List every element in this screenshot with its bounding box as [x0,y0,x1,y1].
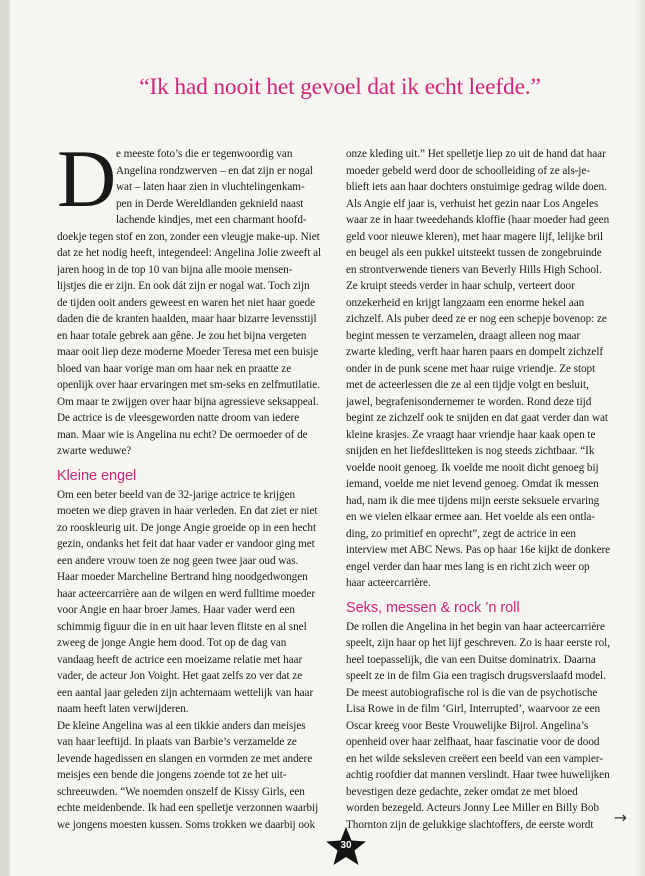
right-arrow-icon: → [613,808,627,827]
text-line: snijden en het liefdeslitteken is nog steeds zichtbaar. “Ik [346,445,595,457]
text-line: haar acteercarrière aan de wilgen en werd fulltime moeder [57,587,316,600]
kleine-engel-body [57,487,335,834]
page-number-badge [325,826,367,868]
text-line: en haar totale gebrek aan gêne. Je zou het bijna vergeten [57,329,307,342]
text-line: en beugel als een pukkel uitsteekt tussen de zongebruinde [346,247,602,259]
text-line: begint ze zichzelf ook te snijden en dat gaat verder dan wat [346,412,608,424]
text-line: begint messen te verzamelen, draagt alleen nog maar [346,329,581,342]
text-line: zwarte kleding, verft haar haren paars en dompelt zichzelf [346,346,604,358]
pull-quote: “Ik had nooit het gevoel dat ik echt leefde.” [139,74,541,100]
text-line: De rollen die Angelina in het begin van haar acteercarrière [346,620,605,633]
text-line: lijstjes die er zijn. En ook dát zijn er nogal wat. Toch zijn [57,280,310,292]
text-line: onzekerheid en krijgt langzaam een enorme hekel aan [346,296,585,309]
text-line: met de acteerlessen die ze al een tijdje volgt en besluit, [346,379,589,391]
text-line: we jongens moesten kussen. Soms trokken we daarbij ook [57,818,315,831]
text-line: naam heeft laten verwijderen. [57,703,189,715]
text-line: ding, zo primitief en oprecht”, zegt de actrice in een [346,527,576,540]
text-line: bloed van haar vorige man om haar nek en praatte ze [57,362,292,375]
text-line: Thornton zijn de gelukkige slachtoffers, de eerste wordt [346,818,594,831]
text-line: Ze kruipt steeds verder in haar schulp, verteert door [346,280,575,292]
text-line: voelde nooit genoeg. Ik voelde me nooit dicht genoeg bij [346,461,599,474]
section-heading-kleine-engel: Kleine engel [57,467,137,484]
text-line: vader, de acteur Jon Voight. Het gaat zelfs zo ver dat ze [57,670,303,682]
text-line: de tijden ooit anders geweest en waren het niet haar goede [57,296,316,309]
text-line: onder in de punk scene met haar ruige vriendje. Ze stopt [346,362,596,375]
text-line: vandaag heeft de actrice een moeizame relatie met haar [57,653,303,666]
seks-messen-body [346,619,628,834]
text-line: speelt ze in de film Gia een tragisch drugsverslaafd model. [346,670,606,682]
text-line: jawel, begrafenisondernemer te worden. Rond deze tijd [346,395,592,408]
text-line: moeten we diep graven in haar verleden. En dat ziet er niet [57,505,318,517]
text-line: schreeuwden. “We noemden onszelf de Kissy Girls, een [57,785,305,798]
right-column-body [346,146,628,592]
text-line: daden die de kranten haalden, maar haar bizarre levensstijl [57,313,317,325]
left-column [57,133,335,833]
text-line: lachende kindjes, met een charmant hoofd- [116,214,307,226]
text-line: en we vielen elkaar ermee aan. Het voelde als een ontla- [346,511,596,523]
text-line: dat ze het nodig heeft, integendeel: Angelina Jolie zweeft al [57,247,322,259]
text-line: van haar leeftijd. In plaats van Barbie’s verzamelde ze [57,736,297,748]
text-line: jaren hoog in de top 10 van bijna alle mooie mensen- [57,263,293,276]
text-line: man. Maar wie is Angelina nu echt? De oermoeder of de [57,428,308,441]
text-line: doekje tegen stof en zon, zonder een vleugje make-up. Niet [57,230,320,243]
text-line: kleine krasjes. Ze vraagt haar vriendje haar kaak open te [346,428,596,441]
right-column [346,146,628,833]
text-line: Haar moeder Marcheline Bertrand hing noodgedwongen [57,571,308,583]
page-number: 30 [340,840,352,851]
text-line: zichzelf. Als puber deed ze er nog een schepje bovenop: ze [346,313,607,325]
text-line: Als Angie elf jaar is, verhuist het gezin naar Los Angeles [346,197,599,210]
text-line: worden bezegeld. Acteurs Jonny Lee Miller en Billy Bob [346,802,599,814]
text-line: bevestigen deze gedachte, zeker omdat ze met bloed [346,785,578,798]
text-line: levende hagedissen en slangen en vormden ze met andere [57,752,313,765]
intro-paragraph [57,133,335,460]
drop-cap: D [57,133,117,224]
text-line: onze kleding uit.” Het spelletje liep zo uit de hand dat haar [346,148,606,160]
section-heading-seks-messen-rock-n-roll: Seks, messen & rock ’n roll [346,599,520,616]
text-line: speelt, zijn haar op het lijf geschreven. Zo is haar eerste rol, [346,637,610,649]
text-line: gezin, ondanks het feit dat haar vader er vandoor ging met [57,538,315,550]
text-line: meisjes een bende die jongens zoende tot ze het uit- [57,769,287,781]
text-line: voor Angie en haar broer James. Haar vader werd een [57,604,295,616]
text-line: openlijk over haar ervaringen met sm-seks en zelfmutilatie. [57,379,320,391]
text-line: een andere vrouw toen ze nog geen twee jaar oud was. [57,554,299,567]
text-line: achtig roofdier dat mannen verslindt. Haar twee huwelijken [346,769,610,781]
text-line: e meeste foto’s die er tegenwoordig van [116,148,293,160]
text-line: maar ooit liep deze moderne Moeder Teresa met een buisje [57,346,319,358]
text-line: Lisa Rowe in de film ‘Girl, Interrupted’, waarvoor ze een [346,703,601,715]
text-line: moeder gebeld werd door de schoolleiding of ze als-je- [346,164,590,177]
text-line: waar ze in haar tweedehands kloffie (haar moeder had geen [346,214,610,226]
text-line: en het wilde seksleven creëert een beeld van een vampier- [346,752,603,765]
text-line: een aantal jaar geleden zijn achternaam wettelijk van haar [57,686,314,699]
text-line: zweeg de jonge Angie hem dood. Tot op de dag van [57,637,287,649]
page-spine-shadow [0,0,10,876]
text-line: De actrice is de vleesgeworden natte droom van iedere [57,412,300,424]
text-line: echte meidenbende. Ik had een spelletje verzonnen waarbij [57,802,319,814]
text-line: schimmig figuur die in en uit haar leven flitste en al snel [57,620,307,633]
text-line: had, nam ik die mee tijdens mijn eerste seksuele ervaring [346,494,600,507]
text-line: heel toepasselijk, die van een Duitse dominatrix. Daarna [346,653,596,666]
text-line: De kleine Angelina was al een tikkie anders dan meisjes [57,719,306,732]
text-line: zwarte weduwe? [57,445,132,457]
text-line: openheid over haar zelfhaat, haar fascinatie voor de dood [346,736,600,748]
text-line: Om maar te zwijgen over haar bijna agressieve seksappeal. [57,395,319,408]
text-line: Angelina rondzwerven – en dat zijn er nogal [116,164,313,177]
text-line: blieft iets aan haar dochters onstuimige gedrag wilde doen. [346,181,607,193]
text-line: pen in Derde Wereldlanden geknield naast [116,197,304,210]
text-line: iemand, voelde me niet levend genoeg. Omdat ik messen [346,478,599,490]
text-line: wat – laten haar zien in vluchtelingenkam- [116,181,305,193]
text-line: geld voor nieuwe kleren), met haar magere lijf, lelijke bril [346,230,604,243]
text-line: haar acteercarrière. [346,577,431,589]
text-line: De meest autobiografische rol is die van de psychotische [346,686,598,699]
text-line: engel verder dan haar mes lang is en richt zich weer op [346,560,590,573]
text-line: Om een beter beeld van de 32-jarige actrice te krijgen [57,488,296,501]
text-line: Oscar kreeg voor Beste Vrouwelijke Bijrol. Angelina’s [346,719,589,732]
text-line: zo rooskleurig uit. De jonge Angie groeide op in een hecht [57,521,317,534]
text-line: en strontverwende tieners van Beverly Hills High School. [346,263,602,276]
text-line: interview met ABC News. Pas op haar 16e kijkt de donkere [346,544,611,556]
